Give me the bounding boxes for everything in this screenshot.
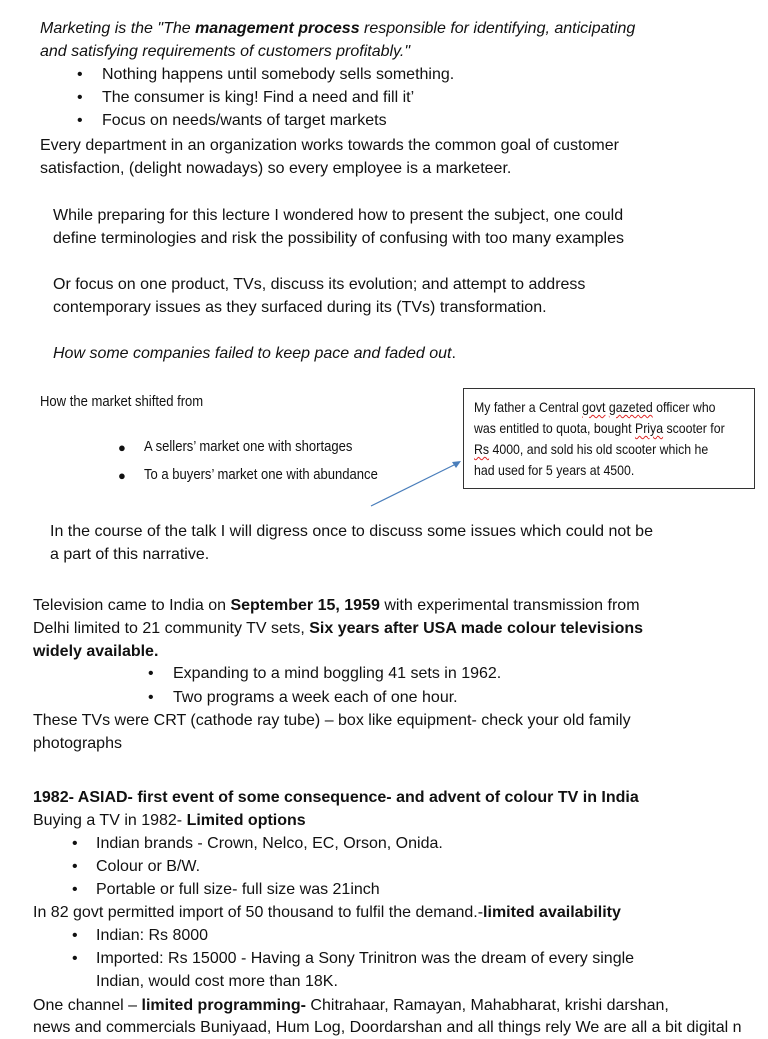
list-item: Expanding to a mind boggling 41 sets in 1962.: [173, 665, 502, 682]
bullet-dot: •: [77, 112, 83, 129]
paragraph-line: How some companies failed to keep pace and faded out.: [53, 345, 456, 362]
callout-line: My father a Central govt gazeted officer who: [474, 399, 716, 415]
paragraph-line: widely available.: [33, 643, 159, 660]
paragraph-line: Buying a TV in 1982- Limited options: [33, 812, 306, 829]
paragraph-line: Delhi limited to 21 community TV sets, Six years after USA made colour televisions: [33, 620, 644, 637]
list-item: The consumer is king! Find a need and fill it’: [102, 89, 415, 106]
paragraph-line: photographs: [33, 735, 122, 752]
list-item: A sellers’ market one with shortages: [144, 439, 353, 455]
bullet-dot: ●: [118, 440, 126, 455]
paragraph-line-cut: news and commercials Buniyaad, Hum Log, Doordarshan and all things rely We are all a bit digital n: [33, 1019, 742, 1036]
bullet-dot: •: [72, 881, 78, 898]
list-item: Indian brands - Crown, Nelco, EC, Orson, Onida.: [96, 835, 443, 852]
paragraph-line: Television came to India on September 15, 1959 with experimental transmission from: [33, 597, 640, 614]
paragraph-line: In 82 govt permitted import of 50 thousand to fulfil the demand.-limited availability: [33, 904, 621, 921]
list-item: Nothing happens until somebody sells something.: [102, 66, 455, 83]
intro-line-2: and satisfying requirements of customers profitably.": [40, 43, 410, 60]
bullet-dot: •: [148, 665, 154, 682]
list-item: Two programs a week each of one hour.: [173, 689, 458, 706]
paragraph-line: Every department in an organization works towards the common goal of customer: [40, 137, 619, 154]
section-heading: 1982- ASIAD- first event of some consequence- and advent of colour TV in India: [33, 789, 639, 806]
paragraph-line: In the course of the talk I will digress once to discuss some issues which could not be: [50, 523, 653, 540]
bullet-dot: •: [148, 689, 154, 706]
bullet-dot: •: [72, 835, 78, 852]
list-item: Colour or B/W.: [96, 858, 201, 875]
callout-line: was entitled to quota, bought Priya scooter for: [474, 420, 725, 436]
bullet-dot: •: [77, 66, 83, 83]
list-item: Focus on needs/wants of target markets: [102, 112, 387, 129]
paragraph-line: satisfaction, (delight nowadays) so every employee is a marketeer.: [40, 160, 512, 177]
bullet-dot: •: [72, 927, 78, 944]
list-item: Portable or full size- full size was 21inch: [96, 881, 380, 898]
market-heading: How the market shifted from: [40, 394, 204, 410]
list-item: Indian: Rs 8000: [96, 927, 209, 944]
callout-box: [463, 388, 755, 489]
bullet-dot: •: [72, 950, 78, 967]
list-item: To a buyers’ market one with abundance: [144, 467, 378, 483]
paragraph-line: One channel – limited programming- Chitrahaar, Ramayan, Mahabharat, krishi darshan,: [33, 997, 669, 1014]
bullet-dot: •: [77, 89, 83, 106]
paragraph-line: contemporary issues as they surfaced during its (TVs) transformation.: [53, 299, 547, 316]
callout-line: Rs 4000, and sold his old scooter which he: [474, 441, 709, 457]
paragraph-line: define terminologies and risk the possibility of confusing with too many examples: [53, 230, 624, 247]
bullet-dot: ●: [118, 468, 126, 483]
paragraph-line: While preparing for this lecture I wondered how to present the subject, one could: [53, 207, 624, 224]
intro-line-1: Marketing is the "The management process responsible for identifying, anticipating: [40, 20, 636, 37]
paragraph-line: a part of this narrative.: [50, 546, 210, 563]
bullet-dot: •: [72, 858, 78, 875]
paragraph-line: Or focus on one product, TVs, discuss its evolution; and attempt to address: [53, 276, 586, 293]
list-item-continuation: Indian, would cost more than 18K.: [96, 973, 338, 990]
paragraph-line: These TVs were CRT (cathode ray tube) – box like equipment- check your old family: [33, 712, 631, 729]
callout-line: had used for 5 years at 4500.: [474, 462, 635, 478]
list-item: Imported: Rs 15000 - Having a Sony Trinitron was the dream of every single: [96, 950, 635, 967]
